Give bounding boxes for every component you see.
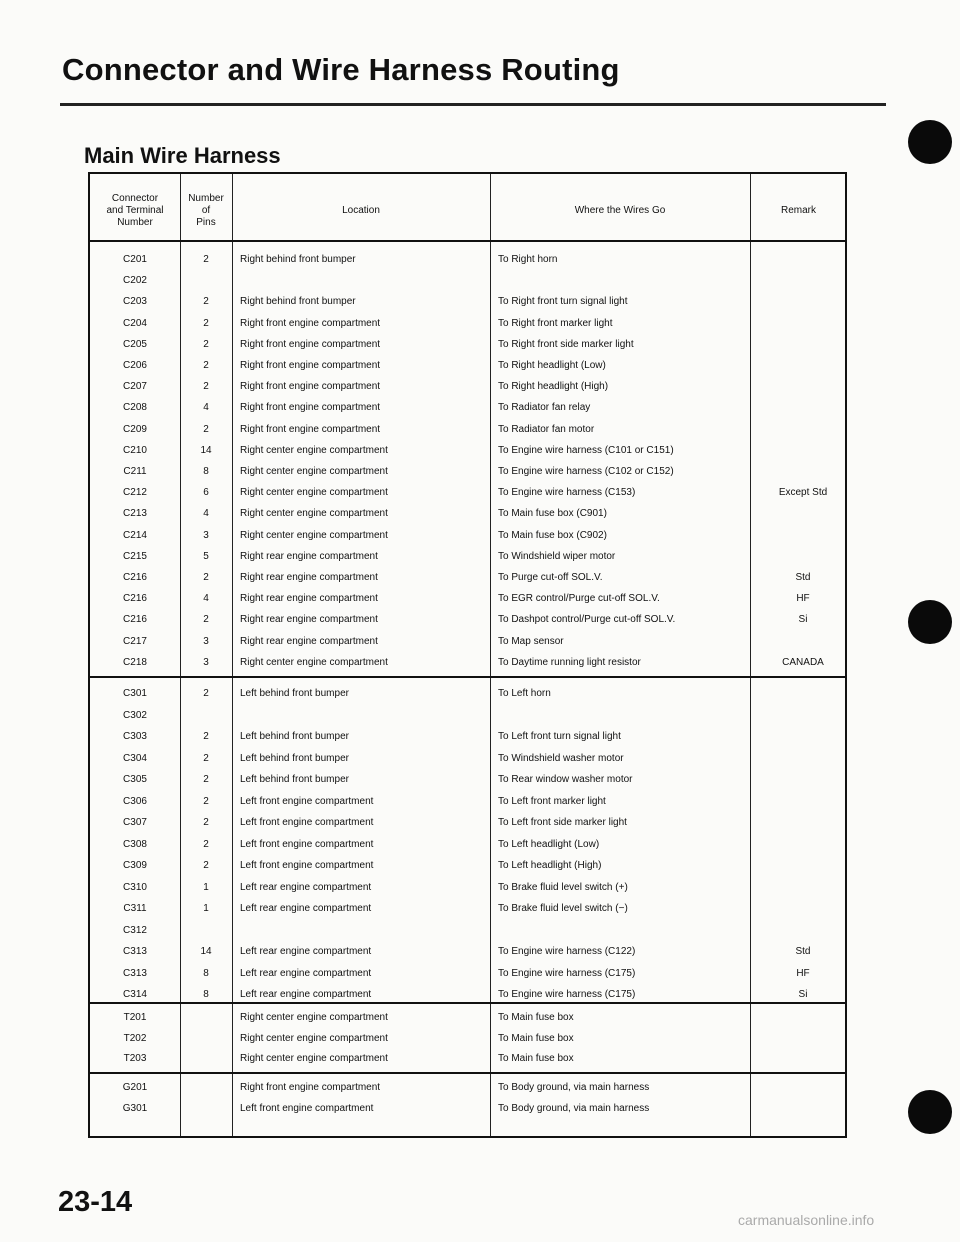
page-number: 23-14 [58, 1186, 133, 1218]
location-cell: Right center engine compartment [240, 529, 388, 541]
pins-cell: 2 [203, 296, 209, 308]
remark-cell [758, 921, 848, 941]
location-cell: Left behind front bumper [240, 731, 349, 742]
margin-bullet-dot [908, 120, 952, 164]
connector-cell: C206 [123, 360, 147, 371]
destination-cell: To Engine wire harness (C153) [498, 487, 636, 499]
destination-cell: To Rear window washer motor [498, 774, 633, 785]
destination-cell: To Windshield wiper motor [498, 550, 616, 562]
connector-cell: C210 [123, 444, 147, 456]
connector-cell: C209 [123, 423, 147, 435]
location-cell: Left front engine compartment [240, 817, 374, 828]
location-cell: Right front engine compartment [240, 423, 381, 435]
section-title: Main Wire Harness [84, 143, 281, 168]
page-title: Connector and Wire Harness Routing [62, 52, 620, 87]
connector-cell: C201 [123, 254, 147, 265]
remark-cell [758, 632, 848, 652]
connector-cell: G201 [122, 1082, 148, 1093]
remark-cell: Std [795, 946, 811, 957]
destination-cell: To Right front side marker light [498, 338, 634, 350]
pins-cell [180, 1049, 232, 1069]
connector-cell: C313 [123, 946, 147, 957]
pins-cell: 2 [203, 317, 209, 329]
destination-cell: To Left horn [498, 688, 551, 699]
connector-cell: C214 [123, 529, 147, 541]
remark-cell [758, 250, 848, 270]
remark-cell [758, 878, 848, 898]
pins-cell [180, 706, 232, 726]
location-cell: Right rear engine compartment [240, 593, 378, 605]
remark-cell [758, 271, 848, 291]
remark-cell [758, 1078, 848, 1098]
pins-cell: 3 [203, 656, 209, 668]
connector-cell: C217 [123, 635, 147, 647]
pins-cell: 2 [203, 614, 209, 626]
connector-cell: C306 [123, 795, 147, 807]
destination-cell: To Main fuse box [498, 1053, 574, 1064]
connector-cell: C218 [123, 656, 147, 668]
pins-cell: 2 [203, 752, 209, 764]
pins-cell: 2 [203, 860, 209, 871]
location-cell: Left behind front bumper [240, 774, 349, 785]
remark-cell [758, 899, 848, 919]
pins-cell: 2 [203, 731, 209, 742]
connector-cell: C207 [123, 381, 147, 393]
location-cell: Left front engine compartment [240, 1102, 374, 1114]
location-cell: Left rear engine compartment [240, 946, 372, 957]
destination-cell: To Left front marker light [498, 795, 606, 807]
connector-cell: C208 [123, 402, 147, 414]
location-cell: Right front engine compartment [240, 317, 381, 329]
location-cell: Right center engine compartment [240, 656, 388, 668]
pins-cell: 8 [203, 466, 209, 477]
connector-cell: C312 [123, 924, 147, 936]
destination-cell: To Purge cut-off SOL.V. [498, 572, 603, 583]
destination-cell: To Left front side marker light [498, 817, 627, 828]
remark-cell [758, 441, 848, 461]
destination-cell: To Body ground, via main harness [498, 1102, 650, 1114]
pins-cell [180, 1099, 232, 1119]
remark-cell [758, 398, 848, 418]
destination-cell: To Engine wire harness (C101 or C151) [498, 444, 674, 456]
destination-cell: To EGR control/Purge cut-off SOL.V. [498, 593, 660, 605]
remark-cell [758, 547, 848, 567]
remark-cell [758, 462, 848, 482]
connector-cell: C212 [123, 487, 147, 499]
pins-cell: 2 [203, 423, 209, 435]
column-divider [232, 174, 233, 1136]
destination-cell: To Main fuse box (C902) [498, 529, 607, 541]
pins-cell: 3 [203, 529, 209, 541]
location-cell: Right center engine compartment [240, 466, 388, 477]
connector-cell: C302 [123, 709, 147, 721]
location-cell: Right center engine compartment [240, 1012, 388, 1023]
remark-cell: CANADA [782, 656, 824, 668]
connector-cell: C216 [123, 593, 147, 605]
title-rule [60, 103, 886, 106]
location-cell: Left rear engine compartment [240, 967, 372, 979]
destination-cell: To Left front turn signal light [498, 731, 621, 742]
location-cell: Left behind front bumper [240, 688, 349, 699]
pins-cell: 8 [203, 967, 209, 979]
header-location: Location [342, 205, 380, 216]
destination-cell: To Map sensor [498, 635, 564, 647]
remark-cell: Si [798, 989, 808, 1000]
connector-cell: C205 [123, 338, 147, 350]
connector-cell: C204 [123, 317, 147, 329]
location-cell: Right rear engine compartment [240, 572, 378, 583]
location-cell: Left front engine compartment [240, 838, 374, 850]
pins-cell: 2 [203, 381, 209, 393]
remark-cell: Except Std [778, 487, 828, 499]
location-cell: Left rear engine compartment [240, 989, 372, 1000]
harness-table [88, 172, 847, 1138]
margin-bullet-dot [908, 600, 952, 644]
pins-cell: 14 [200, 946, 212, 957]
remark-cell: Std [795, 572, 811, 583]
connector-cell: C213 [123, 508, 147, 520]
remark-cell [758, 314, 848, 334]
margin-bullet-dot [908, 1090, 952, 1134]
location-cell: Right behind front bumper [240, 254, 356, 265]
location-cell: Right rear engine compartment [240, 550, 378, 562]
remark-cell: HF [796, 967, 810, 979]
remark-cell [758, 420, 848, 440]
connector-cell: C311 [123, 903, 147, 914]
remark-cell [758, 770, 848, 790]
remark-cell: HF [796, 593, 810, 605]
connector-cell: C303 [123, 731, 147, 742]
location-cell: Right front engine compartment [240, 381, 381, 393]
destination-cell: To Right horn [498, 254, 558, 265]
destination-cell: To Right headlight (High) [498, 381, 609, 393]
pins-cell: 5 [203, 550, 209, 562]
connector-cell: C307 [123, 817, 147, 828]
connector-cell: C310 [123, 881, 147, 893]
location-cell: Left rear engine compartment [240, 903, 372, 914]
pins-cell: 4 [203, 402, 209, 414]
pins-cell: 2 [203, 338, 209, 350]
remark-cell [758, 356, 848, 376]
destination-cell: To Right front turn signal light [498, 296, 628, 308]
destination-cell: To Main fuse box (C901) [498, 508, 607, 520]
pins-cell: 2 [203, 795, 209, 807]
header-pins: Number of Pins [188, 193, 224, 228]
pins-cell: 2 [203, 838, 209, 850]
header-connector: Connector and Terminal Number [106, 193, 164, 228]
remark-cell [758, 706, 848, 726]
location-cell: Right center engine compartment [240, 1053, 388, 1064]
destination-cell: To Engine wire harness (C175) [498, 967, 636, 979]
pins-cell [180, 1078, 232, 1098]
connector-cell: T202 [123, 1032, 147, 1044]
pins-cell [180, 271, 232, 291]
connector-cell: C308 [123, 838, 147, 850]
connector-cell: T201 [123, 1012, 147, 1023]
pins-cell: 2 [203, 572, 209, 583]
location-cell: Right center engine compartment [240, 444, 388, 456]
pins-cell: 8 [203, 989, 209, 1000]
destination-cell: To Engine wire harness (C102 or C152) [498, 466, 674, 477]
destination-cell: To Brake fluid level switch (+) [498, 881, 628, 893]
connector-cell: C216 [123, 614, 147, 626]
pins-cell: 2 [203, 360, 209, 371]
connector-cell: C216 [123, 572, 147, 583]
destination-cell: To Radiator fan relay [498, 402, 591, 414]
location-cell: Right rear engine compartment [240, 614, 378, 626]
group-rule [90, 1072, 845, 1074]
location-cell: Right front engine compartment [240, 338, 381, 350]
connector-cell: C301 [123, 688, 147, 699]
header-where: Where the Wires Go [574, 205, 666, 216]
remark-cell [758, 727, 848, 747]
pins-cell [180, 921, 232, 941]
location-cell: Left behind front bumper [240, 752, 349, 764]
destination-cell: To Main fuse box [498, 1012, 574, 1023]
connector-cell: C215 [123, 550, 147, 562]
pins-cell: 2 [203, 817, 209, 828]
destination-cell: To Windshield washer motor [498, 752, 624, 764]
location-cell: Right center engine compartment [240, 508, 388, 520]
destination-cell: To Daytime running light resistor [498, 656, 641, 668]
remark-cell [758, 1049, 848, 1069]
header-remark: Remark [780, 205, 816, 216]
location-cell: Right front engine compartment [240, 402, 381, 414]
location-cell: Right behind front bumper [240, 296, 356, 308]
connector-cell: C202 [123, 275, 147, 287]
pins-cell: 2 [203, 774, 209, 785]
remark-cell [758, 813, 848, 833]
destination-cell: To Left headlight (High) [498, 860, 602, 871]
location-cell: Right front engine compartment [240, 360, 381, 371]
watermark: carmanualsonline.info [738, 1212, 875, 1228]
location-cell: Right center engine compartment [240, 487, 388, 499]
remark-cell [758, 335, 848, 355]
remark-cell [758, 1029, 848, 1049]
pins-cell: 6 [203, 487, 209, 499]
connector-cell: C314 [123, 989, 147, 1000]
pins-cell: 4 [203, 593, 209, 605]
pins-cell: 14 [200, 444, 212, 456]
header-rule [90, 240, 845, 242]
remark-cell: Si [798, 614, 808, 626]
connector-cell: C309 [123, 860, 147, 871]
remark-cell [758, 292, 848, 312]
connector-cell: C304 [123, 752, 147, 764]
destination-cell: To Dashpot control/Purge cut-off SOL.V. [498, 614, 676, 626]
pins-cell: 2 [203, 688, 209, 699]
connector-cell: T203 [123, 1053, 147, 1064]
pins-cell: 3 [203, 635, 209, 647]
destination-cell: To Engine wire harness (C122) [498, 946, 636, 957]
connector-cell: C203 [123, 296, 147, 308]
remark-cell [758, 749, 848, 769]
destination-cell: To Radiator fan motor [498, 423, 595, 435]
destination-cell: To Right headlight (Low) [498, 360, 606, 371]
connector-cell: G301 [122, 1102, 148, 1114]
destination-cell: To Engine wire harness (C175) [498, 989, 636, 1000]
location-cell: Right center engine compartment [240, 1032, 388, 1044]
remark-cell [758, 792, 848, 812]
group-rule [90, 676, 845, 678]
pins-cell [180, 1008, 232, 1028]
connector-cell: C313 [123, 967, 147, 979]
pins-cell: 2 [203, 254, 209, 265]
connector-cell: C305 [123, 774, 147, 785]
remark-cell [758, 856, 848, 876]
pins-cell: 1 [203, 881, 209, 893]
destination-cell: To Main fuse box [498, 1032, 574, 1044]
pins-cell [180, 1029, 232, 1049]
destination-cell: To Brake fluid level switch (−) [498, 903, 628, 914]
location-cell: Right rear engine compartment [240, 635, 378, 647]
destination-cell: To Body ground, via main harness [498, 1082, 650, 1093]
location-cell: Right front engine compartment [240, 1082, 381, 1093]
location-cell: Left front engine compartment [240, 795, 374, 807]
remark-cell [758, 526, 848, 546]
remark-cell [758, 835, 848, 855]
column-divider [750, 174, 751, 1136]
column-divider [490, 174, 491, 1136]
remark-cell [758, 504, 848, 524]
remark-cell [758, 377, 848, 397]
remark-cell [758, 684, 848, 704]
remark-cell [758, 1099, 848, 1119]
pins-cell: 4 [203, 508, 209, 520]
location-cell: Left rear engine compartment [240, 881, 372, 893]
destination-cell: To Right front marker light [498, 317, 613, 329]
connector-cell: C211 [123, 466, 147, 477]
pins-cell: 1 [203, 903, 209, 914]
destination-cell: To Left headlight (Low) [498, 838, 600, 850]
location-cell: Left front engine compartment [240, 860, 374, 871]
remark-cell [758, 1008, 848, 1028]
